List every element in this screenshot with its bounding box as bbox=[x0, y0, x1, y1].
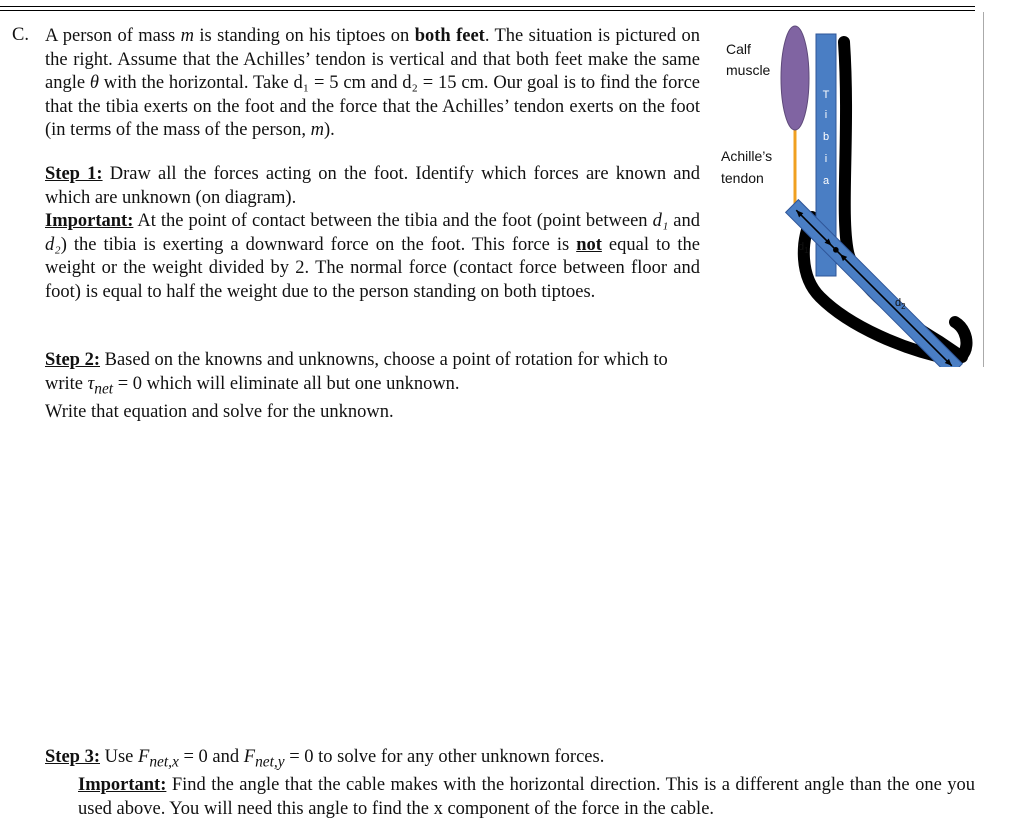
section-label: C. bbox=[12, 25, 29, 45]
header-rule bbox=[0, 6, 975, 7]
step2-block: Step 2: Based on the knowns and unknowns, choose a point of rotation for which to write $\tau_{net} = 0$ which will eliminate all but one unknown. Write that equation and solve for the unknown. bbox=[45, 350, 668, 422]
calf-label: Calf bbox=[726, 41, 751, 57]
step3-heading: Step 3: bbox=[45, 747, 100, 767]
d2-label: $d_2$ bbox=[895, 297, 906, 311]
d1-label: $d_1$ bbox=[798, 241, 809, 255]
foot-diagram bbox=[700, 12, 980, 367]
step3-block: Step 3: Use $F_{net,x} = 0$ and $F_{net,y} = 0$ to solve for any other unknown forces. Important: Find the angle that the cable makes with the horizontal direction. This is a different angle than the one you used above. You will need this angle to find the x component of the force in the cable. bbox=[45, 747, 975, 819]
tendon-label: tendon bbox=[721, 170, 764, 186]
problem-statement: A person of mass m is standing on his tiptoes on both feet. The situation is pictured on the right. Assume that the Achilles’ tendon is vertical and that both feet make the same angle θ with the horizontal. Take d₁ = 5 cm and d₂ = 15 cm. Our goal is to find the force that the tibia exerts on the foot and the force that the Achilles’ tendon exerts on the foot (in terms of the mass of the person, m). bbox=[45, 26, 701, 140]
tibia-letter-b: b bbox=[822, 131, 830, 143]
step1-important-label: Important: bbox=[45, 211, 134, 231]
step1-heading: Step 1: bbox=[45, 164, 103, 184]
tibia-letter-i2: i bbox=[824, 153, 828, 165]
margin-rule bbox=[983, 12, 984, 367]
tibia-letter-a: a bbox=[822, 175, 830, 187]
step3-important-label: Important: bbox=[78, 775, 167, 796]
tibia-letter-i: i bbox=[824, 109, 828, 121]
calf-muscle bbox=[781, 26, 809, 130]
step2-heading: Step 2: bbox=[45, 350, 100, 370]
step1-block: Step 1: Draw all the forces acting on the foot. Identify which forces are known and which are unknown (on diagram). Important: At the point of contact between the tibia and the foot (point between d₁ and d₂) the tibia is exerting a downward force on the foot. This force is not equal to the weight or the weight divided by 2. The normal force (contact force between floor and foot) is equal to half the weight due to the person standing on both tiptoes. bbox=[45, 164, 700, 302]
muscle-label: muscle bbox=[726, 62, 771, 78]
header-rule-secondary bbox=[0, 10, 975, 11]
tibia-letter-t: T bbox=[822, 89, 830, 101]
achilles-label: Achille’s bbox=[721, 148, 773, 164]
